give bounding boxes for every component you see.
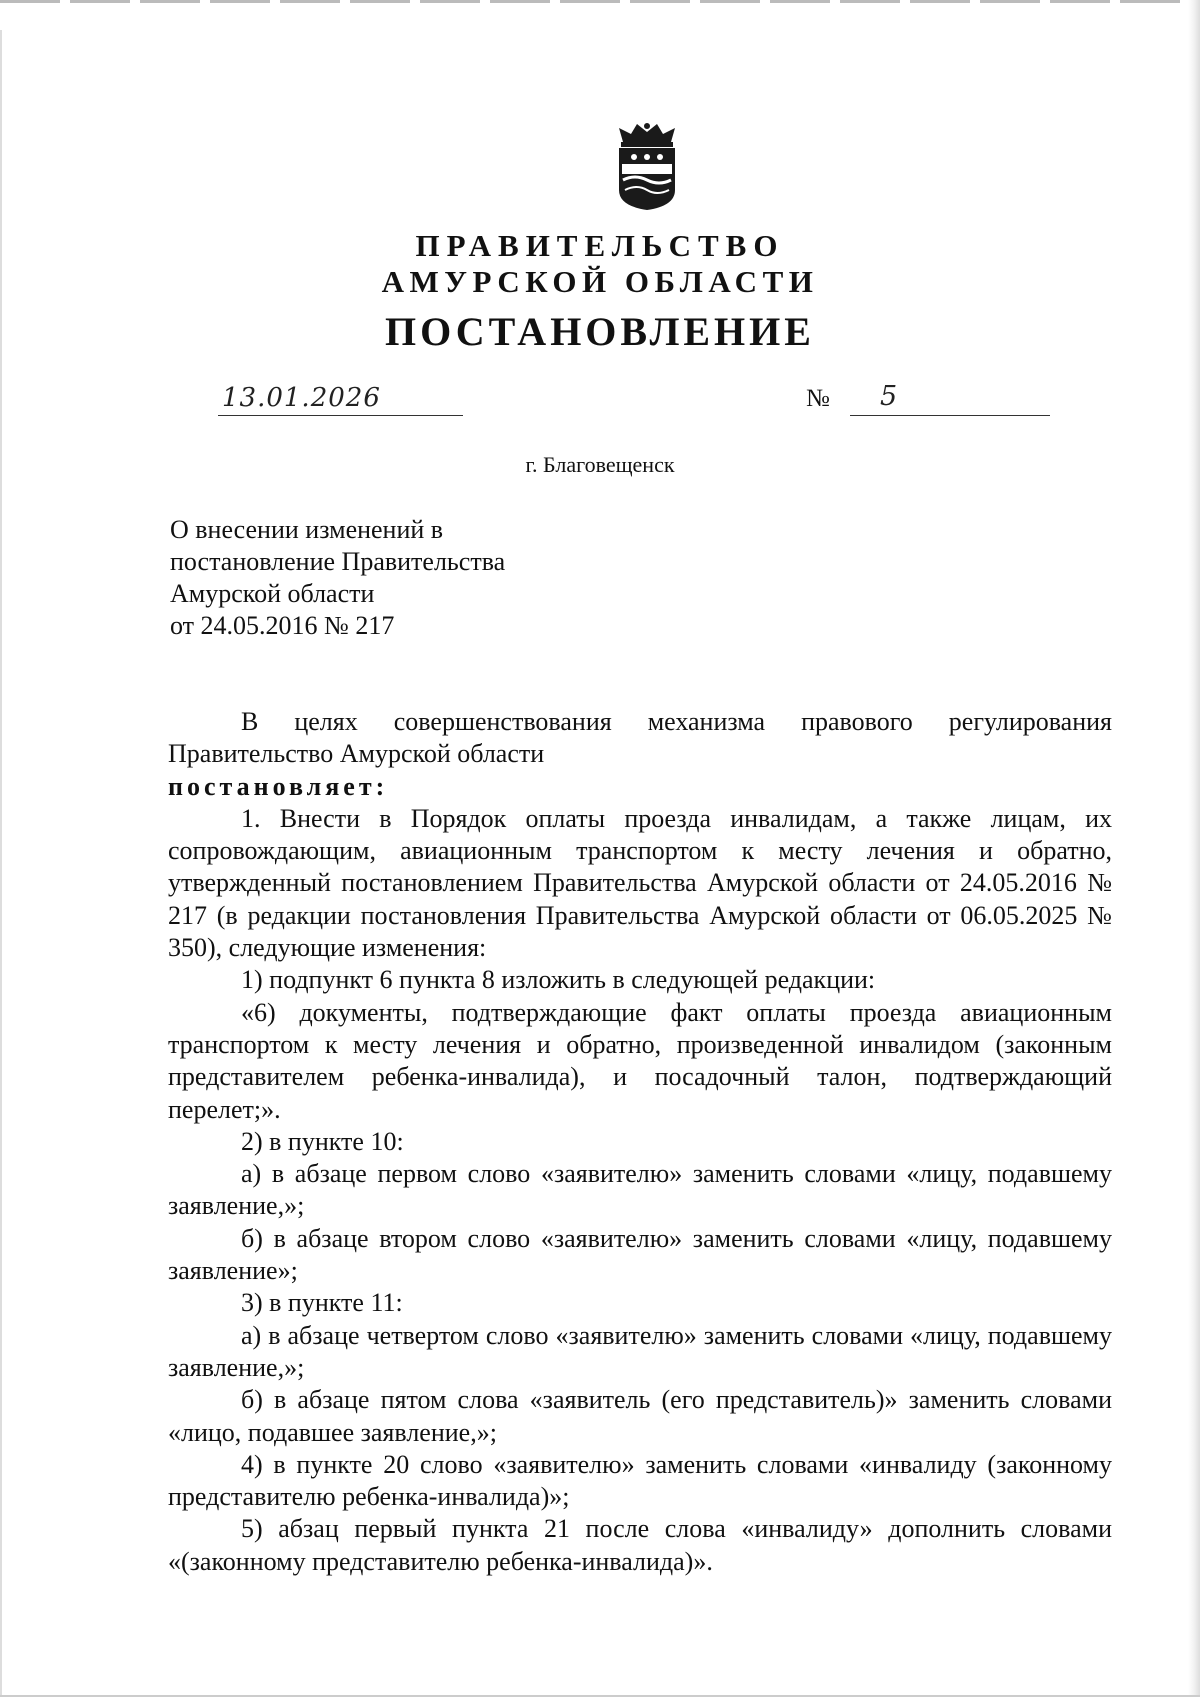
header-doc-type: ПОСТАНОВЛЕНИЕ [385,309,815,354]
number-field [850,383,1050,416]
amur-oblast-coat-of-arms-icon [609,120,685,212]
subject-block [170,514,690,642]
subitem-3: 3) в пункте 11: [241,1288,403,1318]
subitem-2: 2) в пункте 10: [241,1126,404,1156]
header-region: АМУРСКОЙ ОБЛАСТИ [381,264,819,299]
item-1: 1. Внести в Порядок оплаты проезда инвалидам, а также лицам, их сопровождающим, авиационным транспортом к месту лечения и обратно, утвержденный постановлением Правительства Амурской области от 24.05.2016 № 217 (в редакции постановления Правительства Амурской области от 06.05.2025 № 350), следующие изменения: [168,803,1112,963]
scan-edge-top [0,0,1200,3]
subject-line: от 24.05.2016 № 217 [170,611,395,640]
subitem-5: 5) абзац первый пункта 21 после слова «инвалиду» дополнить словами «(законному представителю ребенка-инвалида)». [168,1514,1112,1576]
ruling-word: постановляет: [168,771,389,801]
header-government: ПРАВИТЕЛЬСТВО [415,228,785,263]
date-field [218,383,463,416]
city: г. Благовещенск [525,452,675,477]
date-handwritten: 13.01.2026 [222,383,381,413]
subject-line: О внесении изменений в [170,515,444,544]
number-handwritten: 5 [880,381,898,412]
subject-line: Амурской области [170,579,375,608]
document-body [168,706,1112,1578]
subitem-2a: а) в абзаце первом слово «заявителю» заменить словами «лицу, подавшему заявление,»; [168,1159,1112,1221]
subitem-3a: а) в абзаце четвертом слово «заявителю» заменить словами «лицу, подавшему заявление,»; [168,1320,1112,1382]
subitem-2b: б) в абзаце втором слово «заявителю» заменить словами «лицу, подавшему заявление»; [168,1223,1112,1286]
subitem-1-text: «6) документы, подтверждающие факт оплаты проезда авиационным транспортом к месту лечения и обратно, произведенной инвалидом (законным представителем ребенка-инвалида), и посадочный талон, подтверждающий перелет;». [168,997,1112,1124]
preamble: В целях совершенствования механизма правового регулирования Правительство Амурской области [168,707,1112,769]
subitem-3b: б) в абзаце пятом слова «заявитель (его представитель)» заменить словами «лицо, подавшее заявление,»; [168,1385,1112,1447]
subject-line: постановление Правительства [170,547,506,576]
subitem-1: 1) подпункт 6 пункта 8 изложить в следующей редакции: [241,965,876,995]
number-label: № [806,385,830,412]
subitem-4: 4) в пункте 20 слово «заявителю» заменить словами «инвалиду (законному представителю ребенка-инвалида)»; [168,1449,1112,1512]
